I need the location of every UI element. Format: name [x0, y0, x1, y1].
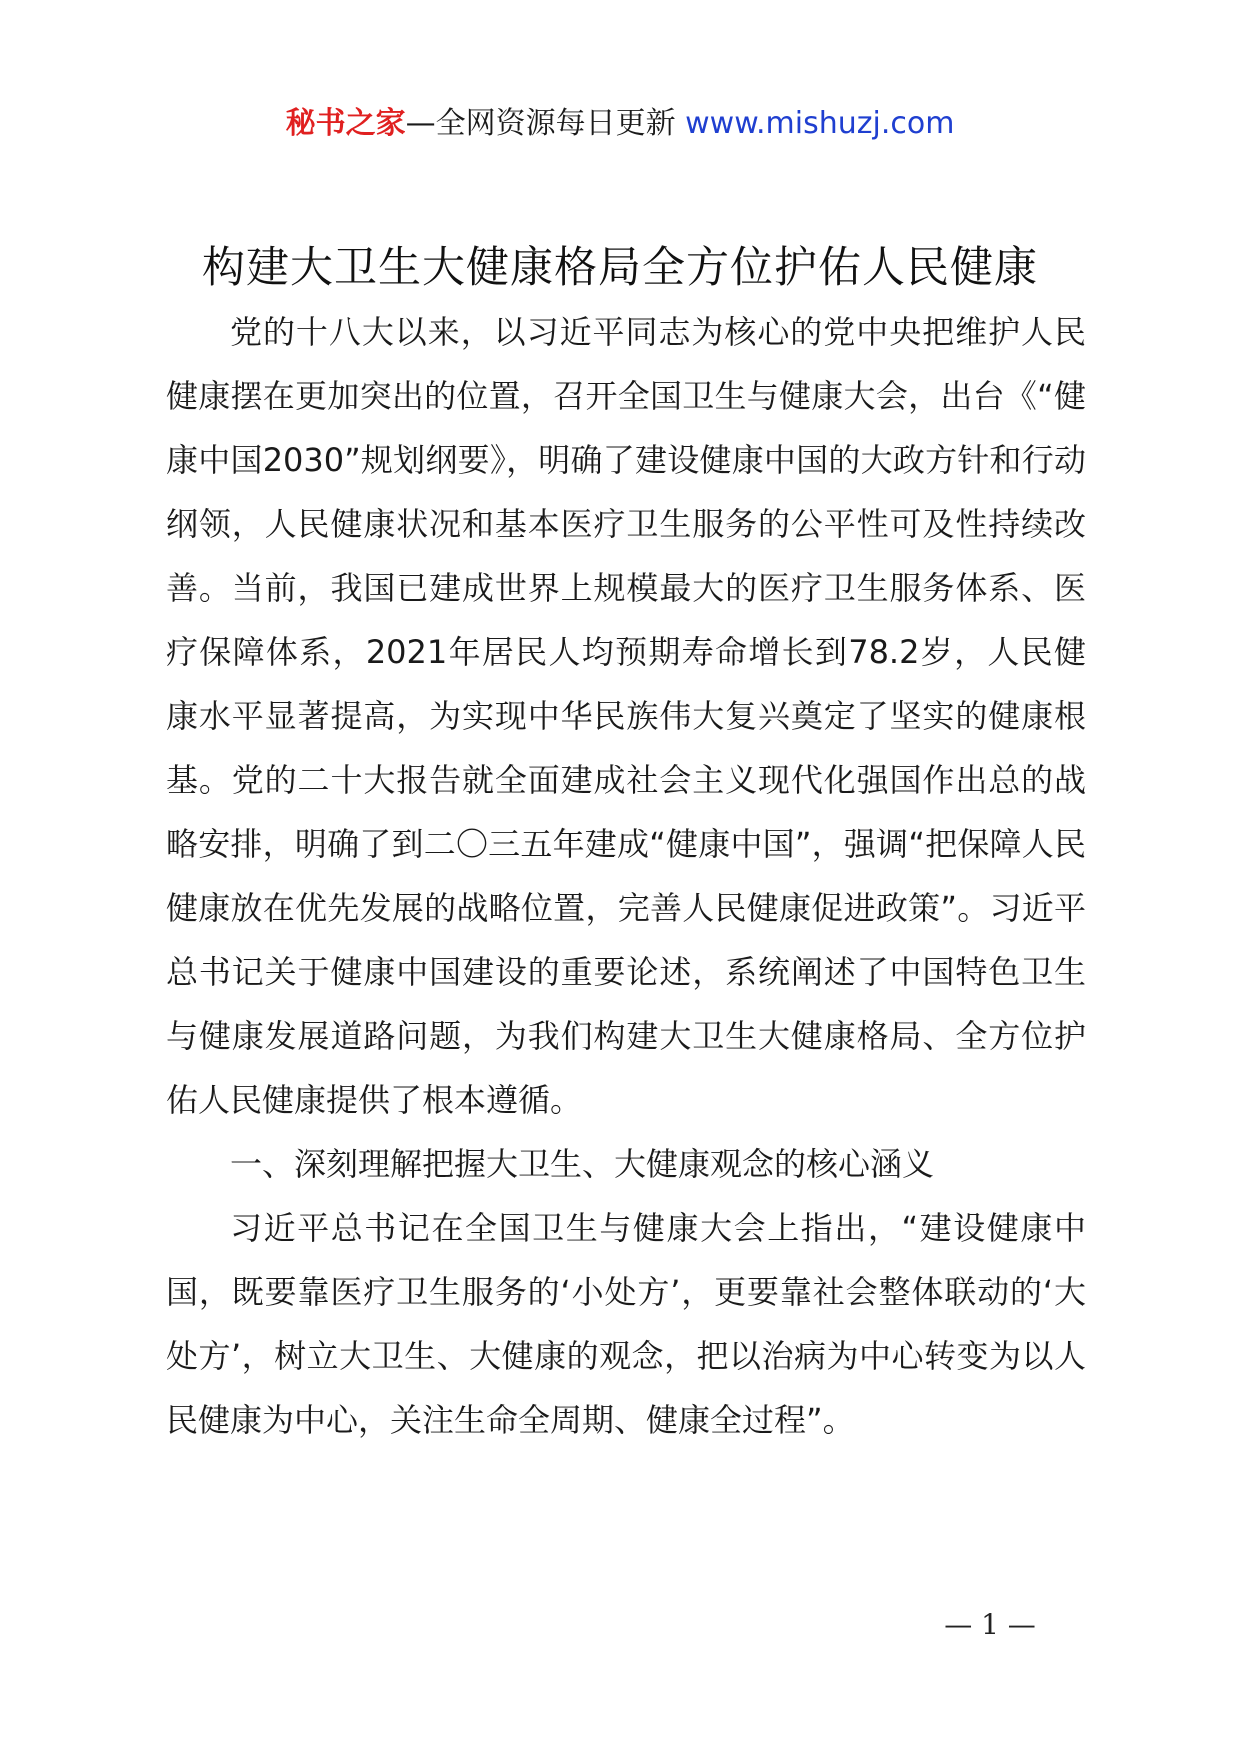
brand-tagline: —全网资源每日更新: [405, 106, 676, 141]
site-banner: [0, 104, 1240, 144]
section-heading: 一、深刻理解把握大卫生、大健康观念的核心涵义: [230, 1145, 935, 1183]
site-url-link[interactable]: www.mishuzj.com: [685, 106, 955, 141]
intro-paragraph: 党的十八大以来，以习近平同志为核心的党中央把维护人民健康摆在更加突出的位置，召开全国卫生与健康大会，出台《“健康中国2030”规划纲要》，明确了建设健康中国的大政方针和行动纲领，人民健康状况和基本医疗卫生服务的公平性可及性持续改善。当前，我国已建成世界上规模最大的医疗卫生服务体系、医疗保障体系，2021年居民人均预期寿命增长到78.2岁，人民健康水平显著提高，为实现中华民族伟大复兴奠定了坚实的健康根基。党的二十大报告就全面建成社会主义现代化强国作出总的战略安排，明确了到二〇三五年建成“健康中国”，强调“把保障人民健康放在优先发展的战略位置，完善人民健康促进政策”。习近平总书记关于健康中国建设的重要论述，系统阐述了中国特色卫生与健康发展道路问题，为我们构建大卫生大健康格局、全方位护佑人民健康提供了根本遵循。: [166, 313, 1086, 1119]
section-paragraph: 习近平总书记在全国卫生与健康大会上指出，“建设健康中国，既要靠医疗卫生服务的‘小处方’，更要靠社会整体联动的‘大处方’，树立大卫生、大健康的观念，把以治病为中心转变为以人民健康为中心，关注生命全周期、健康全过程”。: [166, 1209, 1086, 1439]
document-title: 构建大卫生大健康格局全方位护佑人民健康: [202, 243, 1038, 293]
document-body: [166, 300, 1086, 1452]
brand-name: 秘书之家: [285, 106, 406, 141]
page-number: — 1 —: [944, 1608, 1036, 1641]
